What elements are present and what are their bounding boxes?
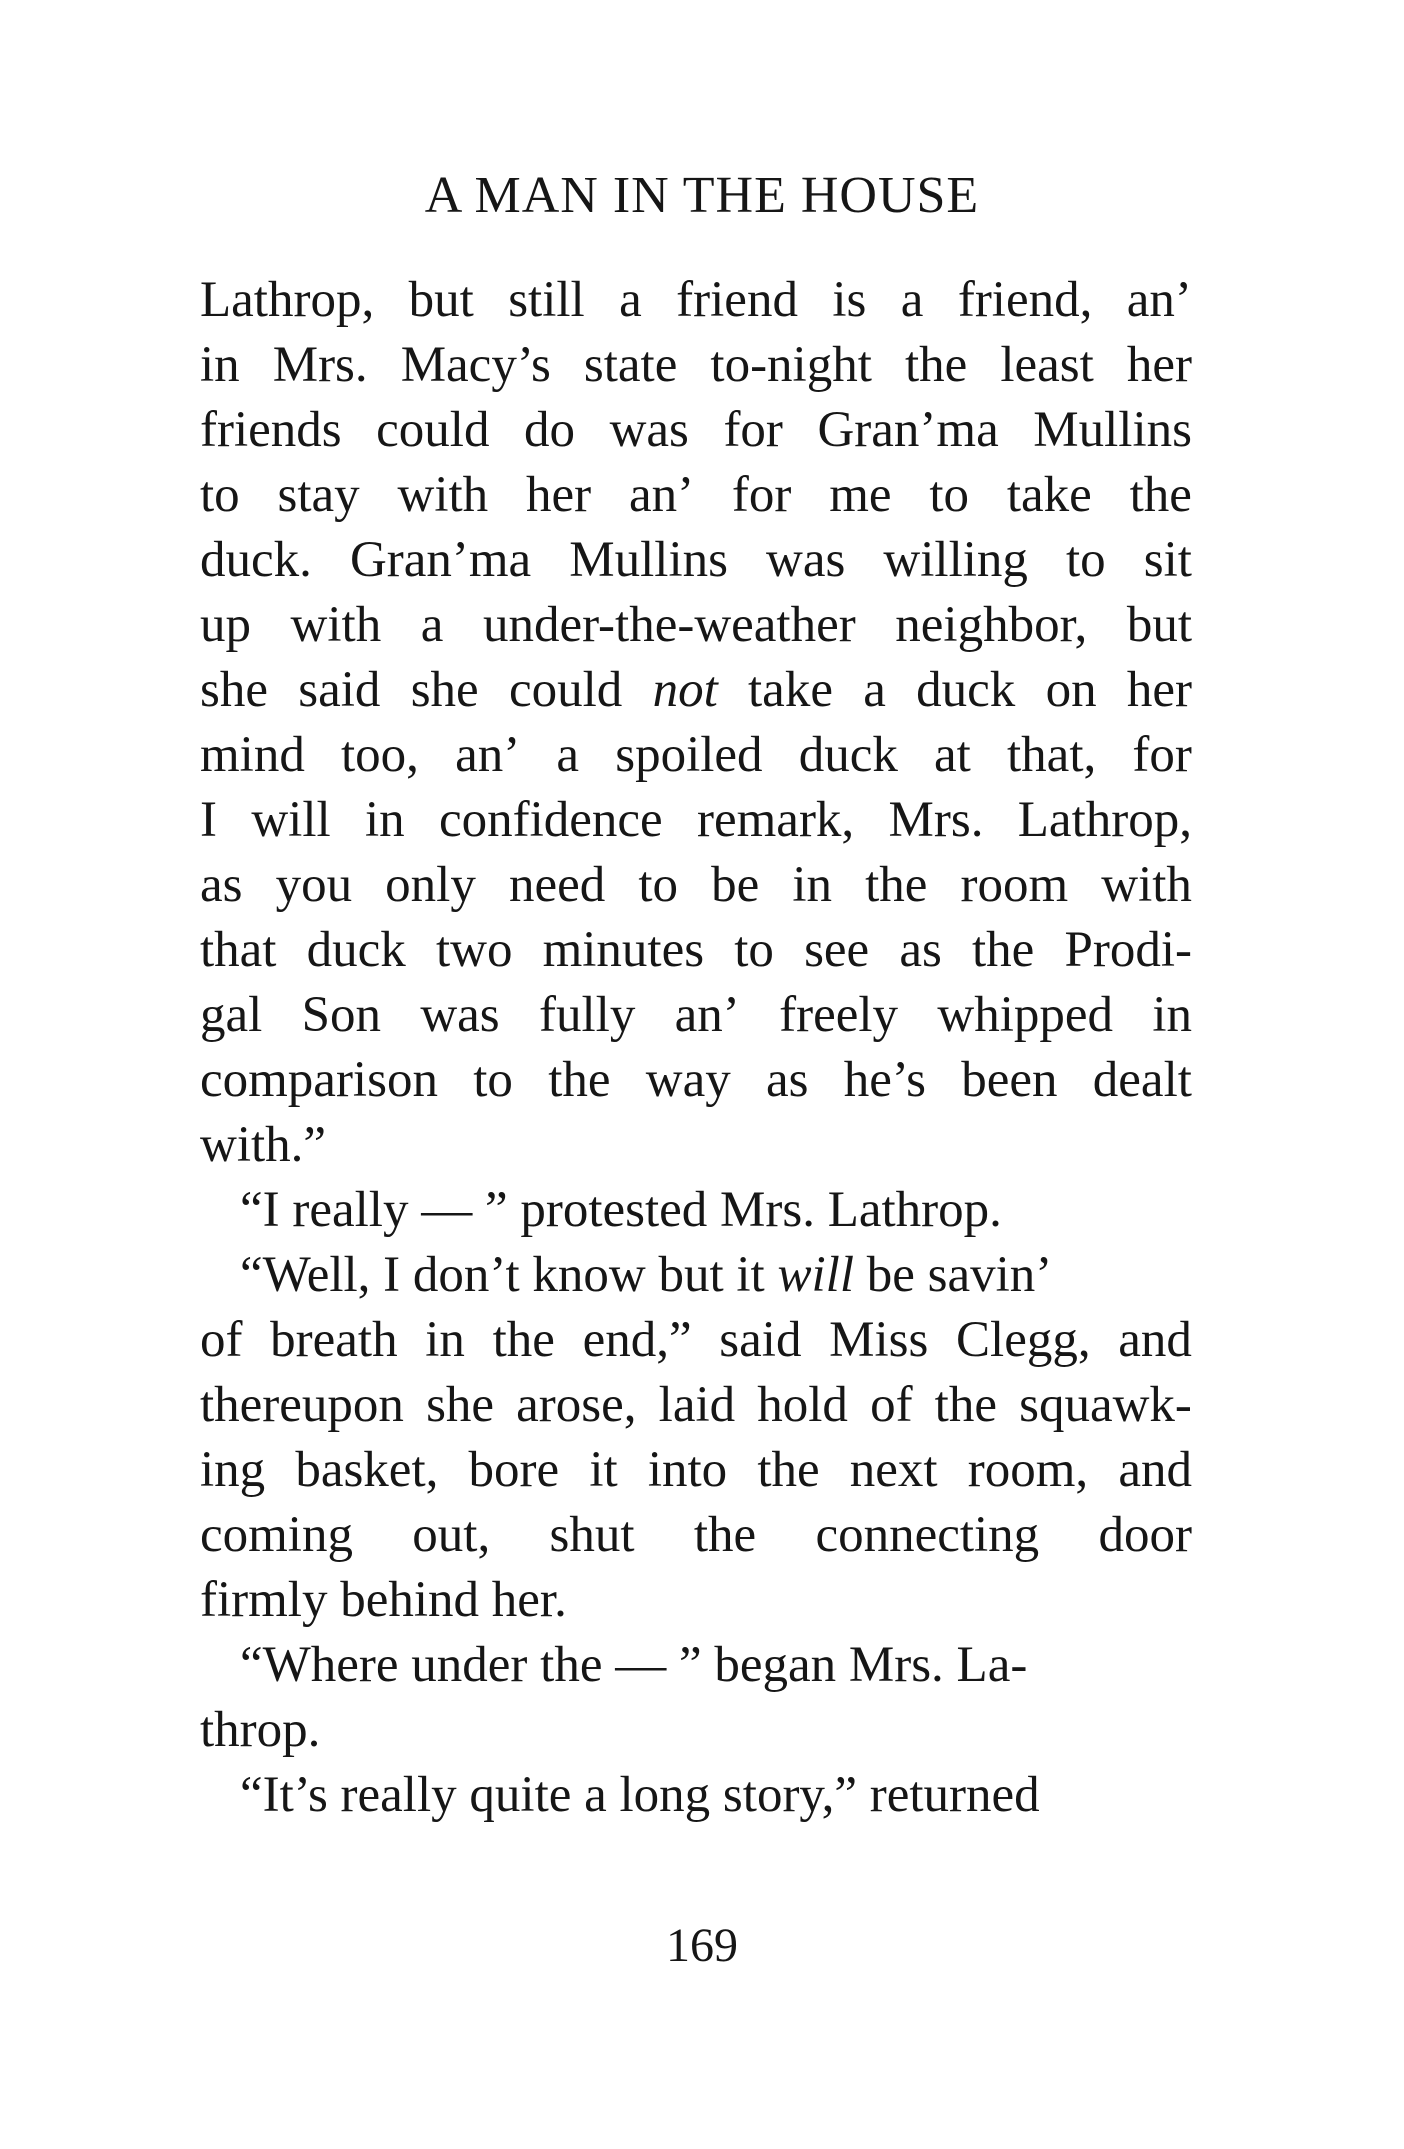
word: see <box>804 922 870 978</box>
word: remark, <box>697 792 855 848</box>
word: is <box>832 272 867 328</box>
word: state <box>583 337 678 393</box>
word: neighbor, <box>895 597 1088 653</box>
word: said <box>719 1312 802 1368</box>
running-head: A MAN IN THE HOUSE <box>424 167 980 224</box>
text-line-words: “I really — ” protested Mrs. Lathrop. <box>240 1182 1002 1238</box>
word: to <box>638 857 678 913</box>
word: hold <box>757 1377 848 1433</box>
text-line <box>200 723 1192 788</box>
page-number: 169 <box>666 1919 738 1972</box>
word: Mullins <box>1033 402 1192 458</box>
word: end,” <box>582 1312 692 1368</box>
text-line <box>200 1763 1192 1828</box>
word: mind <box>200 727 305 783</box>
text-line <box>200 1243 1192 1308</box>
word: friends <box>200 402 342 458</box>
word: still <box>508 272 585 328</box>
word: whipped <box>937 987 1113 1043</box>
text-line-words: with.” <box>200 1117 327 1173</box>
text-line-words: take a duck on her <box>717 662 1192 718</box>
word: up <box>200 597 251 653</box>
word: was <box>420 987 500 1043</box>
word: out, <box>412 1507 491 1563</box>
word: laid <box>658 1377 736 1433</box>
word: a <box>900 272 924 328</box>
text-line <box>200 528 1192 593</box>
word: Lathrop, <box>200 272 375 328</box>
text-line <box>200 918 1192 983</box>
word: under-the-weather <box>482 597 856 653</box>
word: it <box>589 1442 618 1498</box>
word: next <box>849 1442 938 1498</box>
word: bore <box>468 1442 560 1498</box>
word: to <box>1066 532 1106 588</box>
word: an’ <box>455 727 521 783</box>
word: that <box>200 922 277 978</box>
text-line <box>200 1698 1192 1763</box>
word: was <box>609 402 689 458</box>
word: room, <box>967 1442 1089 1498</box>
italic-emphasis: will <box>777 1247 854 1303</box>
word: that, <box>1007 727 1097 783</box>
text-line-words: be savin’ <box>854 1247 1053 1303</box>
word: squawk- <box>1019 1377 1192 1433</box>
word: as <box>899 922 942 978</box>
word: an’ <box>628 467 695 523</box>
word: Mrs. <box>888 792 984 848</box>
word: in <box>200 337 240 393</box>
word: an’ <box>1126 272 1192 328</box>
text-line <box>200 1308 1192 1373</box>
word: for <box>1132 727 1192 783</box>
word: her <box>1126 337 1192 393</box>
text-line <box>200 788 1192 853</box>
word: Lathrop, <box>1017 792 1192 848</box>
word: Son <box>301 987 382 1043</box>
word: breath <box>270 1312 398 1368</box>
word: connecting <box>815 1507 1040 1563</box>
word: to <box>929 467 969 523</box>
word: friend, <box>957 272 1093 328</box>
word: been <box>961 1052 1058 1108</box>
text-line <box>200 593 1192 658</box>
text-line-words: “Well, I don’t know but it <box>240 1247 778 1303</box>
word: to <box>200 467 240 523</box>
word: ing <box>200 1442 266 1498</box>
word: be <box>711 857 760 913</box>
word: you <box>275 857 353 913</box>
word: willing <box>883 532 1028 588</box>
word: spoiled <box>615 727 763 783</box>
word: the <box>865 857 928 913</box>
word: the <box>757 1442 820 1498</box>
word: the <box>972 922 1035 978</box>
word: fully <box>539 987 636 1043</box>
word: gal <box>200 987 263 1043</box>
word: duck <box>306 922 406 978</box>
word: do <box>524 402 576 458</box>
text-line <box>200 333 1192 398</box>
word: shut <box>549 1507 635 1563</box>
word: with <box>290 597 382 653</box>
word: he’s <box>843 1052 926 1108</box>
word: room <box>960 857 1069 913</box>
word: Mrs. <box>272 337 368 393</box>
word: for <box>731 467 792 523</box>
word: arose, <box>516 1377 637 1433</box>
word: an’ <box>674 987 740 1043</box>
text-line <box>200 1373 1192 1438</box>
body-text <box>200 268 1192 1828</box>
word: only <box>385 857 476 913</box>
text-line <box>200 268 1192 333</box>
word: thereupon <box>200 1377 404 1433</box>
word: Prodi- <box>1064 922 1192 978</box>
word: freely <box>779 987 899 1043</box>
word: the <box>693 1507 757 1563</box>
word: Miss <box>829 1312 929 1368</box>
word: a <box>420 597 444 653</box>
word: of <box>870 1377 913 1433</box>
word: the <box>548 1052 611 1108</box>
word: duck <box>798 727 898 783</box>
text-line <box>200 1568 1192 1633</box>
word: Macy’s <box>400 337 551 393</box>
word: and <box>1118 1442 1192 1498</box>
text-line <box>200 398 1192 463</box>
word: the <box>1129 467 1192 523</box>
word: for <box>723 402 783 458</box>
word: will <box>251 792 331 848</box>
word: with <box>397 467 489 523</box>
text-line-words: “It’s really quite a long story,” returned <box>240 1767 1040 1823</box>
italic-emphasis: not <box>652 662 718 718</box>
word: too, <box>341 727 419 783</box>
text-line <box>200 658 1192 723</box>
text-line-words: “Where under the — ” began Mrs. La- <box>240 1637 1028 1693</box>
word: in <box>1152 987 1192 1043</box>
word: door <box>1098 1507 1192 1563</box>
word: to <box>473 1052 513 1108</box>
word: need <box>508 857 606 913</box>
word: her <box>525 467 592 523</box>
word: the <box>934 1377 997 1433</box>
text-line <box>200 853 1192 918</box>
text-line <box>200 1633 1192 1698</box>
word: could <box>376 402 490 458</box>
word: comparison <box>200 1052 438 1108</box>
text-line <box>200 983 1192 1048</box>
text-line-words: she said she could <box>200 662 653 718</box>
word: way <box>645 1052 731 1108</box>
word: dealt <box>1092 1052 1192 1108</box>
word: a <box>556 727 580 783</box>
word: Gran’ma <box>349 532 532 588</box>
word: at <box>934 727 971 783</box>
word: as <box>200 857 243 913</box>
word: with <box>1101 857 1192 913</box>
word: minutes <box>542 922 705 978</box>
word: sit <box>1143 532 1192 588</box>
word: basket, <box>295 1442 439 1498</box>
word: I <box>200 792 217 848</box>
word: duck. <box>200 532 312 588</box>
text-line <box>200 463 1192 528</box>
word: but <box>1126 597 1192 653</box>
word: into <box>647 1442 728 1498</box>
word: was <box>766 532 846 588</box>
text-line <box>200 1438 1192 1503</box>
word: two <box>435 922 513 978</box>
word: of <box>200 1312 243 1368</box>
text-line <box>200 1178 1192 1243</box>
word: the <box>492 1312 555 1368</box>
word: a <box>619 272 642 328</box>
word: the <box>904 337 968 393</box>
word: but <box>408 272 474 328</box>
word: friend <box>676 272 798 328</box>
word: in <box>792 857 832 913</box>
text-line <box>200 1048 1192 1113</box>
word: in <box>425 1312 465 1368</box>
text-line-words: throp. <box>200 1702 321 1758</box>
text-line <box>200 1113 1192 1178</box>
word: confidence <box>438 792 663 848</box>
word: to-night <box>710 337 872 393</box>
text-line-words: firmly behind her. <box>200 1572 567 1628</box>
word: and <box>1118 1312 1192 1368</box>
word: coming <box>200 1507 353 1563</box>
word: stay <box>277 467 360 523</box>
word: as <box>766 1052 809 1108</box>
word: take <box>1006 467 1092 523</box>
word: Clegg, <box>956 1312 1091 1368</box>
word: Gran’ma <box>817 402 999 458</box>
word: least <box>1000 337 1094 393</box>
word: to <box>734 922 774 978</box>
word: she <box>426 1377 495 1433</box>
word: in <box>364 792 405 848</box>
word: Mullins <box>569 532 728 588</box>
word: me <box>829 467 892 523</box>
text-line <box>200 1503 1192 1568</box>
